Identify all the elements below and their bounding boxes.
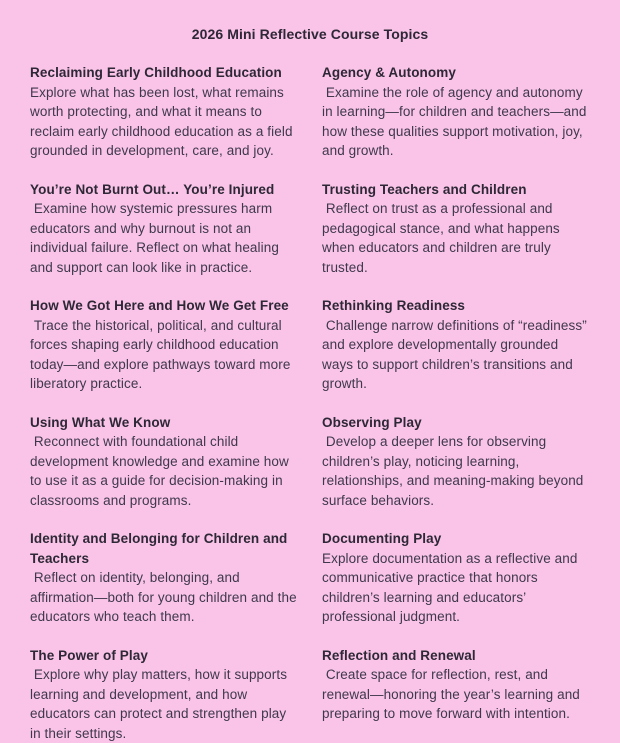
topic-description: Explore why play matters, how it supports learning and development, and how educators can protect and strengthen play in their settings. [30, 665, 298, 743]
topic-how-we-got-here-and-how-we-get-free [30, 296, 298, 394]
topic-description: Challenge narrow definitions of “readiness” and explore developmentally grounded ways to support children’s transitions and growth. [322, 316, 590, 394]
topic-description: Reflect on identity, belonging, and affirmation—both for young children and the educators who teach them. [30, 568, 298, 627]
topic-heading: Reclaiming Early Childhood Education [30, 63, 298, 83]
topic-heading: Trusting Teachers and Children [322, 180, 590, 200]
topic-agency-and-autonomy [322, 63, 590, 161]
topic-description: Examine how systemic pressures harm educators and why burnout is not an individual failure. Reflect on what healing and support can look like in practice. [30, 199, 298, 277]
topic-description: Reflect on trust as a professional and pedagogical stance, and what happens when educators and children are truly trusted. [322, 199, 590, 277]
topic-youre-not-burnt-out-youre-injured [30, 180, 298, 278]
topic-observing-play [322, 413, 590, 511]
topic-heading: Reflection and Renewal [322, 646, 590, 666]
topics-grid [30, 63, 590, 743]
topic-description: Explore documentation as a reflective and communicative practice that honors children’s learning and educators’ professional judgment. [322, 549, 590, 627]
topic-the-power-of-play [30, 646, 298, 743]
topic-heading: The Power of Play [30, 646, 298, 666]
topic-description: Reconnect with foundational child development knowledge and examine how to use it as a guide for decision-making in classrooms and programs. [30, 432, 298, 510]
topic-heading: Agency & Autonomy [322, 63, 590, 83]
topic-reclaiming-early-childhood-education [30, 63, 298, 161]
topic-heading: Documenting Play [322, 529, 590, 549]
topic-heading: Observing Play [322, 413, 590, 433]
topic-using-what-we-know [30, 413, 298, 511]
topic-description: Explore what has been lost, what remains worth protecting, and what it means to reclaim early childhood education as a field grounded in development, care, and joy. [30, 83, 298, 161]
topic-heading: You’re Not Burnt Out… You’re Injured [30, 180, 298, 200]
topic-trusting-teachers-and-children [322, 180, 590, 278]
topic-documenting-play [322, 529, 590, 627]
topic-heading: Using What We Know [30, 413, 298, 433]
page-title: 2026 Mini Reflective Course Topics [30, 24, 590, 44]
topic-reflection-and-renewal [322, 646, 590, 724]
topic-description: Develop a deeper lens for observing children’s play, noticing learning, relationships, and meaning-making beyond surface behaviors. [322, 432, 590, 510]
topic-description: Trace the historical, political, and cultural forces shaping early childhood education today—and explore pathways toward more liberatory practice. [30, 316, 298, 394]
topic-description: Create space for reflection, rest, and renewal—honoring the year’s learning and preparing to move forward with intention. [322, 665, 590, 724]
topic-heading: Identity and Belonging for Children and Teachers [30, 529, 298, 568]
topic-heading: Rethinking Readiness [322, 296, 590, 316]
topic-rethinking-readiness [322, 296, 590, 394]
topic-heading: How We Got Here and How We Get Free [30, 296, 298, 316]
topic-identity-and-belonging [30, 529, 298, 627]
topic-description: Examine the role of agency and autonomy in learning—for children and teachers—and how these qualities support motivation, joy, and growth. [322, 83, 590, 161]
